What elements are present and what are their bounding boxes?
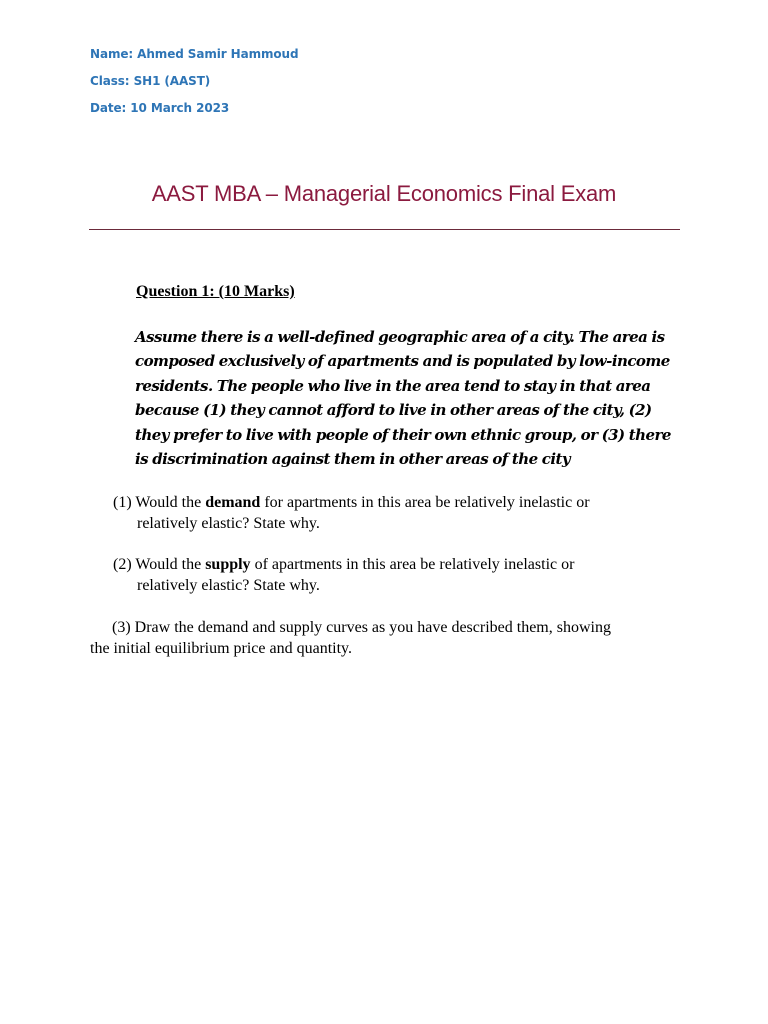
- subquestion-2: [113, 554, 574, 596]
- question-scenario: [135, 325, 680, 471]
- subquestion-1: [113, 492, 590, 534]
- subquestion-2-line-1: [113, 554, 574, 575]
- student-class: Class: SH1 (AAST): [90, 74, 211, 88]
- subquestion-2-keyword: supply: [205, 556, 251, 573]
- scenario-line: composed exclusively of apartments and is populated by low-income: [135, 352, 670, 371]
- subquestion-2-suffix: of apartments in this area be relatively inelastic or: [250, 556, 575, 573]
- exam-date: Date: 10 March 2023: [90, 101, 230, 115]
- scenario-line: Assume there is a well-defined geographic area of a city. The area is: [135, 328, 665, 346]
- subquestion-2-prefix: (2) Would the: [113, 556, 206, 573]
- question-heading: Question 1: (10 Marks): [136, 283, 295, 300]
- subquestion-3-line-2: the initial equilibrium price and quantity.: [90, 640, 353, 657]
- scenario-line: they prefer to live with people of their own ethnic group, or (3) there: [135, 425, 671, 444]
- scenario-line: because (1) they cannot afford to live in other areas of the city, (2): [135, 401, 652, 420]
- subquestion-1-line-2: relatively elastic? State why.: [137, 515, 320, 532]
- subquestion-1-line-1: [113, 492, 590, 513]
- page-title: AAST MBA – Managerial Economics Final Exam: [151, 181, 617, 206]
- scenario-line: residents. The people who live in the area tend to stay in that area: [135, 376, 651, 395]
- student-name: Name: Ahmed Samir Hammoud: [90, 47, 299, 61]
- subquestion-3-line-1: (3) Draw the demand and supply curves as you have described them, showing: [112, 619, 611, 636]
- subquestion-3: [90, 617, 611, 659]
- title-divider: [89, 229, 680, 230]
- scenario-line: is discrimination against them in other areas of the city: [135, 450, 571, 469]
- subquestion-2-line-2: relatively elastic? State why.: [137, 577, 320, 594]
- subquestion-1-suffix: for apartments in this area be relatively inelastic or: [260, 494, 590, 511]
- subquestion-1-keyword: demand: [205, 494, 261, 511]
- subquestion-1-prefix: (1) Would the: [113, 494, 206, 511]
